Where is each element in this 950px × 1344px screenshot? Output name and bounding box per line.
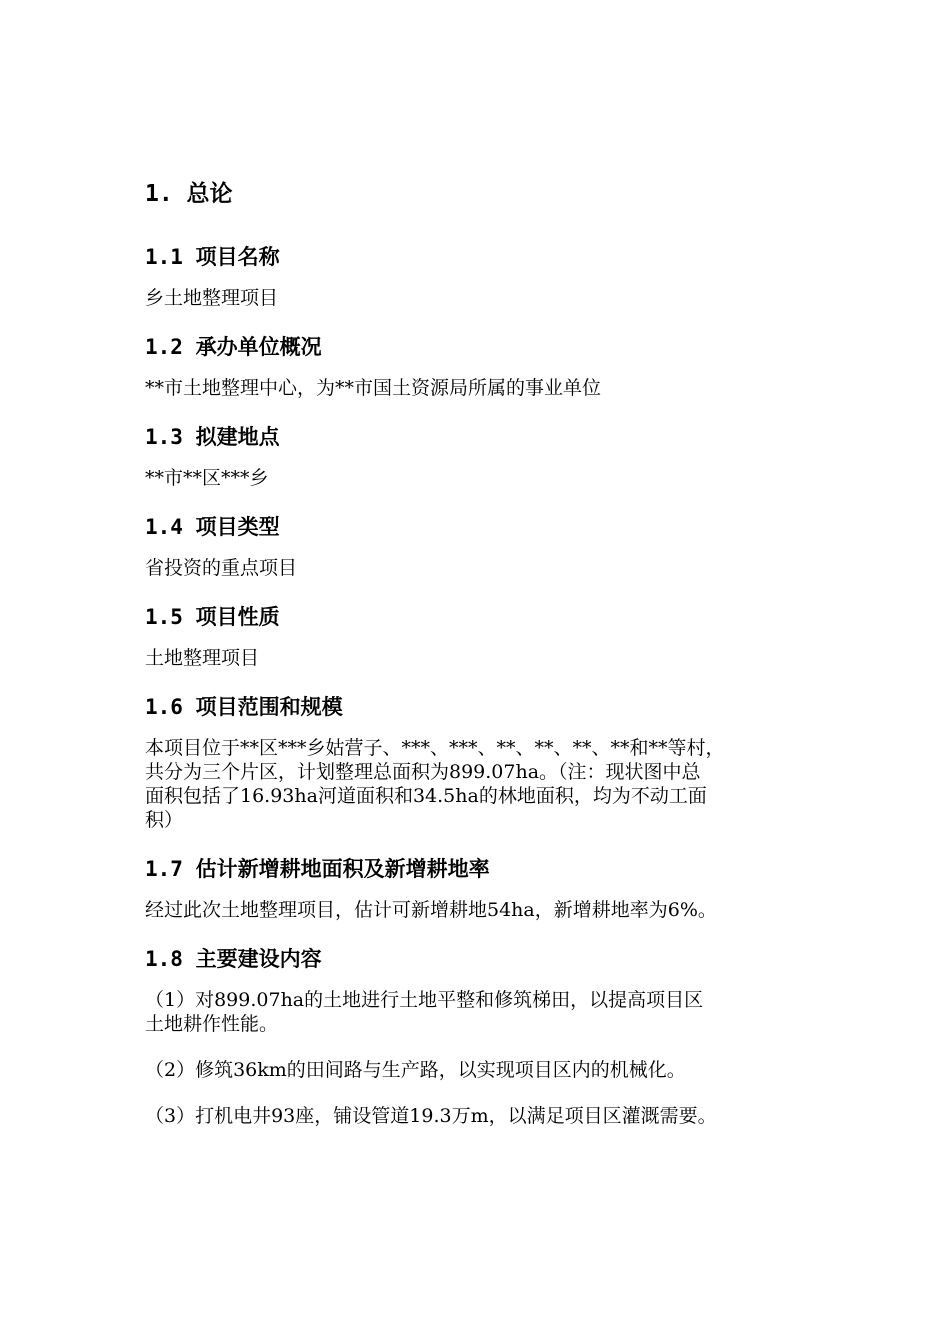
section-main-construction — [145, 944, 825, 1128]
section-body: **市**区***乡 — [145, 467, 269, 489]
section-location — [145, 422, 825, 490]
section-organizer — [145, 332, 825, 400]
section-body: 本项目位于**区***乡姑营子、***、***、**、**、**、**和**等村， 共分为三个片区，计划整理总面积为899.07ha。（注：现状图中总 面积包括了16.93ha河道面积和34.5ha的林地面积，均为不动工面 积） — [145, 737, 725, 831]
list-item: （2）修筑36km的田间路与生产路，以实现项目区内的机械化。 — [145, 1059, 686, 1081]
section-heading: 1.8 主要建设内容 — [145, 947, 322, 971]
section-heading: 1.6 项目范围和规模 — [145, 695, 343, 719]
section-project-name — [145, 242, 825, 310]
section-project-type — [145, 512, 825, 580]
section-new-farmland — [145, 854, 825, 922]
section-heading: 1.7 估计新增耕地面积及新增耕地率 — [145, 857, 490, 881]
document-content — [145, 178, 825, 1150]
section-heading: 1.5 项目性质 — [145, 605, 280, 629]
section-heading: 1.1 项目名称 — [145, 245, 280, 269]
section-scope-scale — [145, 692, 825, 832]
chapter-title: 1. 总论 — [145, 181, 233, 207]
section-body: **市土地整理中心，为**市国土资源局所属的事业单位 — [145, 377, 602, 399]
section-heading: 1.4 项目类型 — [145, 515, 280, 539]
list-item: （1）对899.07ha的土地进行土地平整和修筑梯田，以提高项目区 土地耕作性能。 — [145, 989, 704, 1035]
list-item: （3）打机电井93座，铺设管道19.3万m，以满足项目区灌溉需要。 — [145, 1105, 717, 1127]
section-body: 省投资的重点项目 — [145, 557, 298, 579]
section-heading: 1.3 拟建地点 — [145, 425, 280, 449]
section-body: 土地整理项目 — [145, 647, 260, 669]
section-heading: 1.2 承办单位概况 — [145, 335, 322, 359]
section-project-nature — [145, 602, 825, 670]
section-body: 乡土地整理项目 — [145, 287, 279, 309]
section-body: 经过此次土地整理项目，估计可新增耕地54ha，新增耕地率为6%。 — [145, 899, 717, 921]
